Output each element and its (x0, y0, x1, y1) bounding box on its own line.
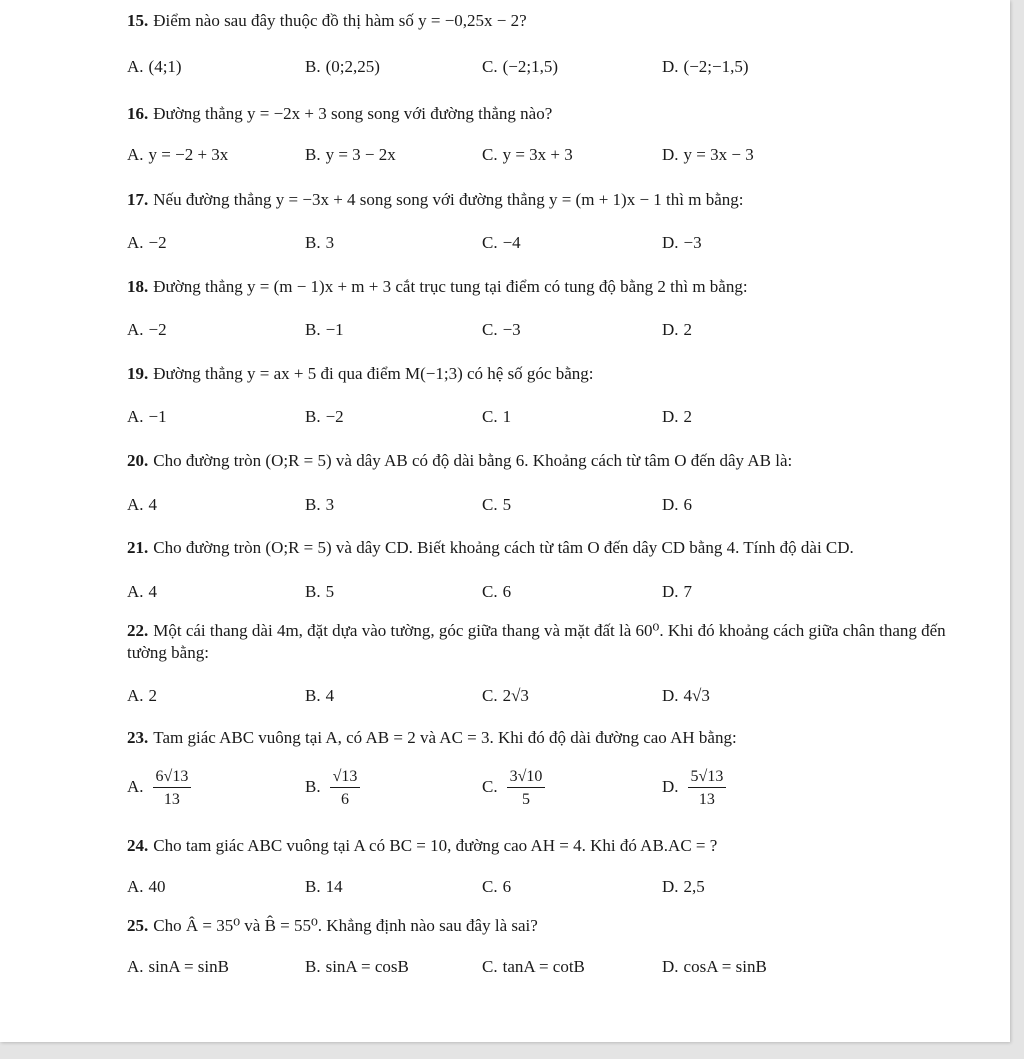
option-value: 2,5 (683, 877, 705, 896)
option-c[interactable] (482, 955, 585, 979)
option-value: −4 (502, 233, 521, 252)
option-letter: C. (482, 957, 498, 976)
option-value: y = −2 + 3x (148, 145, 229, 164)
question-stem (127, 915, 987, 937)
fraction (507, 767, 546, 809)
option-value: 2 (683, 407, 693, 426)
option-letter: A. (127, 776, 144, 796)
option-value: −2 (148, 233, 167, 252)
option-b[interactable] (305, 955, 409, 979)
question-number: 21. (127, 538, 149, 557)
question-number: 24. (127, 836, 149, 855)
question-number: 17. (127, 190, 149, 209)
option-a[interactable] (127, 875, 166, 899)
option-value: −2 (325, 407, 344, 426)
question-text: Điểm nào sau đây thuộc đồ thị hàm số y = −0,25x − 2? (153, 11, 527, 30)
question-stem (127, 450, 987, 472)
question-text: Cho đường tròn (O;R = 5) và dây AB có độ dài bằng 6. Khoảng cách từ tâm O đến dây AB là: (153, 451, 793, 470)
option-a[interactable] (127, 55, 182, 79)
option-value: (−2;1,5) (502, 57, 558, 76)
option-value: 2 (683, 320, 693, 339)
option-b[interactable] (305, 143, 396, 167)
option-letter: D. (662, 957, 679, 976)
option-c[interactable] (482, 580, 511, 604)
option-letter: A. (127, 877, 144, 896)
question-number: 20. (127, 451, 149, 470)
answer-options (127, 580, 987, 610)
option-value: y = 3x − 3 (683, 145, 754, 164)
option-letter: D. (662, 686, 679, 705)
question-stem (127, 189, 987, 211)
option-value: 5 (325, 582, 335, 601)
option-value: (−2;−1,5) (683, 57, 749, 76)
option-b[interactable] (305, 55, 380, 79)
question-20 (127, 450, 987, 523)
question-text: Đường thẳng y = −2x + 3 song song với đường thẳng nào? (153, 104, 553, 123)
option-letter: D. (662, 233, 679, 252)
question-number: 23. (127, 728, 149, 747)
option-d[interactable] (662, 684, 710, 708)
option-letter: C. (482, 320, 498, 339)
option-c[interactable] (482, 875, 511, 899)
option-letter: C. (482, 495, 498, 514)
option-letter: B. (305, 57, 321, 76)
option-value: 5 (502, 495, 512, 514)
option-b[interactable] (305, 580, 334, 604)
option-value: 4 (148, 495, 158, 514)
option-a[interactable] (127, 405, 167, 429)
question-text: Cho Â = 35⁰ và B̂ = 55⁰. Khẳng định nào sau đây là sai? (153, 916, 538, 935)
option-letter: C. (482, 776, 498, 796)
option-c[interactable] (482, 231, 521, 255)
question-23 (127, 727, 987, 823)
option-value: y = 3 − 2x (325, 145, 396, 164)
option-a[interactable] (127, 767, 191, 809)
option-value: 4√3 (683, 686, 710, 705)
option-letter: A. (127, 320, 144, 339)
answer-options (127, 318, 987, 348)
option-value: −2 (148, 320, 167, 339)
option-value: cosA = sinB (683, 957, 767, 976)
option-letter: D. (662, 407, 679, 426)
answer-options (127, 875, 987, 905)
option-letter: A. (127, 233, 144, 252)
option-letter: B. (305, 582, 321, 601)
option-c[interactable] (482, 143, 573, 167)
option-b[interactable] (305, 405, 344, 429)
fraction-numerator: 6√13 (153, 767, 192, 788)
option-a[interactable] (127, 580, 157, 604)
option-letter: D. (662, 776, 679, 796)
question-16 (127, 103, 987, 173)
option-c[interactable] (482, 55, 558, 79)
question-19 (127, 363, 987, 435)
question-stem (127, 363, 987, 385)
option-letter: C. (482, 233, 498, 252)
question-number: 25. (127, 916, 149, 935)
option-letter: C. (482, 145, 498, 164)
question-number: 19. (127, 364, 149, 383)
question-text: Cho tam giác ABC vuông tại A có BC = 10, đường cao AH = 4. Khi đó AB.AC = ? (153, 836, 718, 855)
question-stem (127, 620, 967, 664)
option-value: tanA = cotB (502, 957, 585, 976)
answer-options (127, 143, 987, 173)
option-letter: C. (482, 686, 498, 705)
question-stem (127, 103, 987, 125)
option-value: 4 (148, 582, 158, 601)
question-text: Đường thẳng y = ax + 5 đi qua điểm M(−1;3) có hệ số góc bằng: (153, 364, 594, 383)
option-letter: A. (127, 686, 144, 705)
fraction-numerator: √13 (330, 767, 361, 788)
option-value: 3 (325, 495, 335, 514)
option-letter: C. (482, 582, 498, 601)
option-value: 14 (325, 877, 343, 896)
option-c[interactable] (482, 684, 529, 708)
option-value: −3 (683, 233, 702, 252)
option-c[interactable] (482, 767, 545, 809)
option-b[interactable] (305, 875, 343, 899)
option-value: 1 (502, 407, 512, 426)
option-a[interactable] (127, 493, 157, 517)
question-stem (127, 276, 987, 298)
answer-options (127, 955, 987, 985)
option-letter: C. (482, 407, 498, 426)
answer-options (127, 405, 987, 435)
option-d[interactable] (662, 231, 702, 255)
option-d[interactable] (662, 875, 705, 899)
question-22 (127, 620, 967, 714)
question-text: Một cái thang dài 4m, đặt dựa vào tường, góc giữa thang và mặt đất là 60⁰. Khi đó khoảng cách giữa chân thang đến tường bằng: (127, 621, 946, 662)
option-value: −1 (325, 320, 344, 339)
answer-options (127, 768, 987, 823)
option-value: sinA = cosB (325, 957, 409, 976)
option-value: 40 (148, 877, 166, 896)
fraction-denominator: 13 (163, 791, 180, 808)
option-letter: A. (127, 57, 144, 76)
fraction-denominator: 5 (521, 791, 530, 808)
option-letter: D. (662, 495, 679, 514)
option-d[interactable] (662, 767, 726, 809)
option-value: −3 (502, 320, 521, 339)
option-d[interactable] (662, 955, 767, 979)
option-letter: A. (127, 495, 144, 514)
option-value: 4 (325, 686, 335, 705)
question-number: 15. (127, 11, 149, 30)
option-value: 7 (683, 582, 693, 601)
option-d[interactable] (662, 318, 692, 342)
option-letter: B. (305, 145, 321, 164)
option-value: (0;2,25) (325, 57, 380, 76)
question-number: 16. (127, 104, 149, 123)
question-stem (127, 727, 987, 749)
option-d[interactable] (662, 493, 692, 517)
option-b[interactable] (305, 684, 334, 708)
fraction (688, 767, 727, 809)
option-b[interactable] (305, 231, 334, 255)
question-24 (127, 835, 987, 905)
fraction (330, 767, 361, 809)
option-value: y = 3x + 3 (502, 145, 573, 164)
option-d[interactable] (662, 55, 749, 79)
question-stem (127, 10, 987, 32)
answer-options (127, 493, 987, 523)
option-a[interactable] (127, 318, 167, 342)
option-value: 2√3 (502, 686, 529, 705)
option-letter: D. (662, 320, 679, 339)
option-value: 2 (148, 686, 158, 705)
option-letter: A. (127, 145, 144, 164)
option-a[interactable] (127, 955, 229, 979)
option-letter: B. (305, 877, 321, 896)
option-letter: B. (305, 320, 321, 339)
option-letter: D. (662, 877, 679, 896)
question-text: Nếu đường thẳng y = −3x + 4 song song với đường thẳng y = (m + 1)x − 1 thì m bằng: (153, 190, 744, 209)
option-letter: C. (482, 877, 498, 896)
question-text: Tam giác ABC vuông tại A, có AB = 2 và AC = 3. Khi đó độ dài đường cao AH bằng: (153, 728, 737, 747)
question-15 (127, 10, 987, 85)
question-25 (127, 915, 987, 985)
question-18 (127, 276, 987, 348)
option-letter: A. (127, 957, 144, 976)
question-text: Đường thẳng y = (m − 1)x + m + 3 cắt trục tung tại điểm có tung độ bằng 2 thì m bằng: (153, 277, 748, 296)
option-value: −1 (148, 407, 167, 426)
option-letter: B. (305, 495, 321, 514)
option-b[interactable] (305, 318, 344, 342)
question-stem (127, 537, 987, 559)
fraction-denominator: 6 (340, 791, 349, 808)
option-letter: B. (305, 407, 321, 426)
option-letter: D. (662, 145, 679, 164)
option-letter: B. (305, 233, 321, 252)
option-letter: B. (305, 776, 321, 796)
option-letter: B. (305, 957, 321, 976)
option-letter: A. (127, 582, 144, 601)
option-value: sinA = sinB (148, 957, 229, 976)
option-letter: D. (662, 57, 679, 76)
option-c[interactable] (482, 493, 511, 517)
option-value: (4;1) (148, 57, 182, 76)
option-c[interactable] (482, 318, 521, 342)
option-a[interactable] (127, 684, 157, 708)
fraction (153, 767, 192, 809)
option-value: 6 (683, 495, 693, 514)
fraction-numerator: 5√13 (688, 767, 727, 788)
option-d[interactable] (662, 143, 754, 167)
option-b[interactable] (305, 493, 334, 517)
question-number: 18. (127, 277, 149, 296)
question-number: 22. (127, 621, 149, 640)
question-text: Cho đường tròn (O;R = 5) và dây CD. Biết khoảng cách từ tâm O đến dây CD bằng 4. Tính độ dài CD. (153, 538, 854, 557)
option-letter: A. (127, 407, 144, 426)
option-a[interactable] (127, 231, 167, 255)
fraction-numerator: 3√10 (507, 767, 546, 788)
option-d[interactable] (662, 405, 692, 429)
option-c[interactable] (482, 405, 511, 429)
option-value: 3 (325, 233, 335, 252)
fraction-denominator: 13 (698, 791, 715, 808)
question-17 (127, 189, 987, 261)
option-value: 6 (502, 877, 512, 896)
question-21 (127, 537, 987, 610)
answer-options (127, 55, 987, 85)
question-stem (127, 835, 987, 857)
option-a[interactable] (127, 143, 228, 167)
answer-options (127, 684, 967, 714)
option-d[interactable] (662, 580, 692, 604)
option-letter: D. (662, 582, 679, 601)
option-b[interactable] (305, 767, 360, 809)
answer-options (127, 231, 987, 261)
option-letter: C. (482, 57, 498, 76)
option-letter: B. (305, 686, 321, 705)
option-value: 6 (502, 582, 512, 601)
